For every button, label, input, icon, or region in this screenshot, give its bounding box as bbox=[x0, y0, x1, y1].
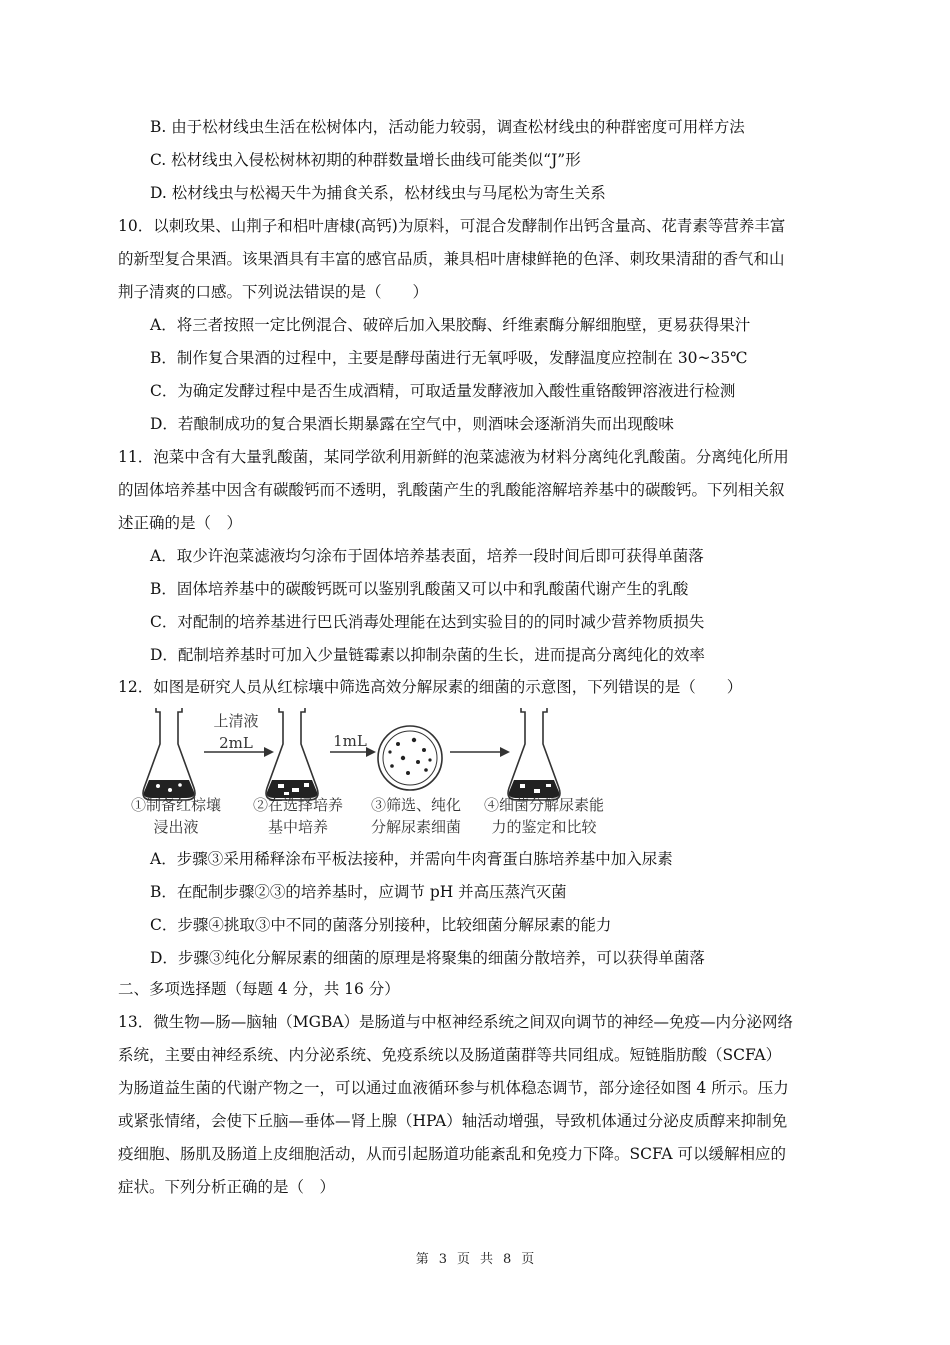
arrow1-bottom-label: 2mL bbox=[219, 734, 253, 752]
step4-label-line1: ④细菌分解尿素能 bbox=[483, 796, 604, 814]
step4-label-line2: 力的鉴定和比较 bbox=[491, 818, 597, 836]
q10-option-c: C．为确定发酵过程中是否生成酒精，可取适量发酵液加入酸性重铬酸钾溶液进行检测 bbox=[150, 382, 736, 400]
q10-option-a: A．将三者按照一定比例混合、破碎后加入果胶酶、纤维素酶分解细胞壁，更易获得果汁 bbox=[150, 316, 751, 334]
q13-stem-line: 或紧张情绪，会使下丘脑—垂体—肾上腺（HPA）轴活动增强，导致机体通过分泌皮质醇来抑制免 bbox=[118, 1112, 788, 1130]
q11-option-d: D．配制培养基时可加入少量链霉素以抑制杂菌的生长，进而提高分离纯化的效率 bbox=[150, 646, 705, 664]
page-footer bbox=[0, 1248, 950, 1267]
q9-option-b: B. 由于松材线虫生活在松树体内，活动能力较弱，调查松材线虫的种群密度可用样方法 bbox=[150, 118, 745, 136]
q13-stem-line: 为肠道益生菌的代谢产物之一，可以通过血液循环参与机体稳态调节，部分途径如图 4 所示。压力 bbox=[118, 1079, 789, 1097]
q11-stem-line: 11．泡菜中含有大量乳酸菌，某同学欲利用新鲜的泡菜滤液为材料分离纯化乳酸菌。分离纯化所用 bbox=[118, 448, 789, 466]
q11-stem-line: 的固体培养基中因含有碳酸钙而不透明，乳酸菌产生的乳酸能溶解培养基中的碳酸钙。下列相关叙 bbox=[118, 481, 785, 499]
q11-option-a: A．取少许泡菜滤液均匀涂布于固体培养基表面，培养一段时间后即可获得单菌落 bbox=[150, 547, 704, 565]
step1-label-line2: 浸出液 bbox=[153, 818, 199, 836]
page-number: 3 bbox=[438, 1252, 447, 1267]
step3-label-line1: ③筛选、纯化 bbox=[370, 796, 461, 814]
q11-option-c: C．对配制的培养基进行巴氏消毒处理能在达到实验目的的同时减少营养物质损失 bbox=[150, 613, 705, 631]
q10-stem-line: 的新型复合果酒。该果酒具有丰富的感官品质，兼具梠叶唐棣鲜艳的色泽、刺玫果清甜的香气和山 bbox=[118, 250, 785, 268]
step1-label-line1: ①制备红棕壤 bbox=[130, 796, 221, 814]
q12-option-b: B．在配制步骤②③的培养基时，应调节 pH 并高压蒸汽灭菌 bbox=[150, 883, 567, 901]
q12-option-a: A．步骤③采用稀释涂布平板法接种，并需向牛肉膏蛋白胨培养基中加入尿素 bbox=[150, 850, 673, 868]
step3-label-line2: 分解尿素细菌 bbox=[370, 818, 461, 836]
arrow2-top-label: 1mL bbox=[333, 732, 367, 750]
q13-stem-line: 13．微生物—肠—脑轴（MGBA）是肠道与中枢神经系统之间双向调节的神经—免疫—内分泌网络 bbox=[118, 1013, 794, 1031]
petri-dish-icon bbox=[378, 726, 442, 790]
q12-diagram bbox=[118, 700, 618, 842]
q11-stem-line: 述正确的是（ ） bbox=[118, 514, 243, 532]
q11-option-b: B．固体培养基中的碳酸钙既可以鉴别乳酸菌又可以中和乳酸菌代谢产生的乳酸 bbox=[150, 580, 689, 598]
q12-option-d: D．步骤③纯化分解尿素的细菌的原理是将聚集的细菌分散培养，可以获得单菌落 bbox=[150, 949, 705, 967]
footer-text: 页 bbox=[521, 1252, 535, 1267]
footer-text: 共 bbox=[480, 1252, 494, 1267]
q13-stem-line: 系统，主要由神经系统、内分泌系统、免疫系统以及肠道菌群等共同组成。短链脂肪酸（SCFA） bbox=[118, 1046, 782, 1064]
q10-stem-line: 10．以刺玫果、山荆子和梠叶唐棣(高钙)为原料，可混合发酵制作出钙含量高、花青素等营养丰富 bbox=[118, 217, 786, 235]
q10-stem-line: 荆子清爽的口感。下列说法错误的是（ ） bbox=[118, 283, 429, 301]
q9-option-d: D. 松材线虫与松褐天牛为捕食关系，松材线虫与马尾松为寄生关系 bbox=[150, 184, 606, 202]
arrow1-top-label: 上清液 bbox=[213, 712, 259, 730]
q10-option-d: D．若酿制成功的复合果酒长期暴露在空气中，则酒味会逐渐消失而出现酸味 bbox=[150, 415, 674, 433]
q13-stem-line: 疫细胞、肠肌及肠道上皮细胞活动，从而引起肠道功能紊乱和免疫力下降。SCFA 可以缓解相应的 bbox=[118, 1145, 787, 1163]
q9-option-c: C. 松材线虫入侵松树林初期的种群数量增长曲线可能类似“J”形 bbox=[150, 151, 581, 169]
section-heading: 二、多项选择题（每题 4 分，共 16 分） bbox=[118, 980, 400, 998]
footer-text: 页 bbox=[456, 1252, 470, 1267]
q13-stem-line: 症状。下列分析正确的是（ ） bbox=[118, 1178, 336, 1196]
step2-label-line1: ②在选择培养 bbox=[252, 796, 343, 814]
step2-label-line2: 基中培养 bbox=[267, 818, 328, 836]
page-total: 8 bbox=[503, 1252, 512, 1267]
footer-text: 第 bbox=[415, 1252, 429, 1267]
q10-option-b: B．制作复合果酒的过程中，主要是酵母菌进行无氧呼吸，发酵温度应控制在 30~35℃ bbox=[150, 349, 748, 367]
q12-stem: 12．如图是研究人员从红棕壤中筛选高效分解尿素的细菌的示意图，下列错误的是（ ） bbox=[118, 678, 743, 696]
q12-option-c: C．步骤④挑取③中不同的菌落分别接种，比较细菌分解尿素的能力 bbox=[150, 916, 612, 934]
